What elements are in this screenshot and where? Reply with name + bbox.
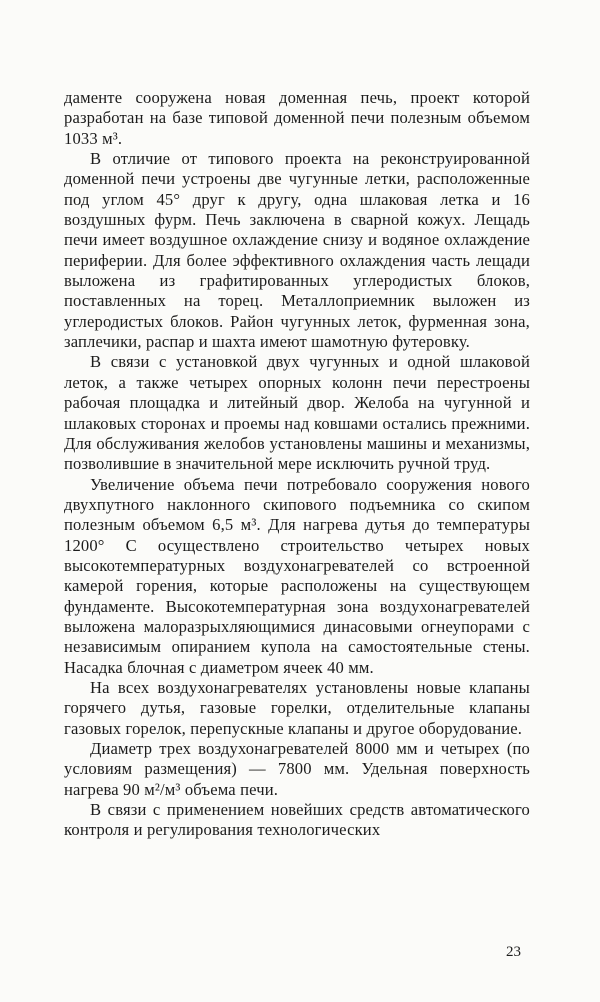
page-number: 23 xyxy=(506,944,521,960)
body-text xyxy=(64,88,530,841)
paragraph-3: В связи с установкой двух чугунных и одной шлаковой леток, а также четырех опорных колонн печи перестроены рабочая площадка и литейный двор. Желоба на чугунной и шлаковых сторонах и проемы над ковшами остались прежними. Для обслуживания желобов установлены машины и механизмы, позволившие в значительной мере исключить ручной труд. xyxy=(64,352,530,474)
paragraph-6: Диаметр трех воздухонагревателей 8000 мм и четырех (по условиям размещения) — 7800 мм. Удельная поверхность нагрева 90 м²/м³ объема печи. xyxy=(64,739,530,799)
paragraph-4: Увеличение объема печи потребовало сооружения нового двухпутного наклонного скипового подъемника со скипом полезным объемом 6,5 м³. Для нагрева дутья до температуры 1200° С осуществлено строительство четырех новых высокотемпературных воздухонагревателей со встроенной камерой горения, которые расположены на существующем фундаменте. Высокотемпературная зона воздухонагревателей выложена малоразрыхляющимися динасовыми огнеупорами с независимым опиранием купола на самостоятельные стены. Насадка блочная с диаметром ячеек 40 мм. xyxy=(64,474,530,677)
paragraph-1: даменте сооружена новая доменная печь, проект которой разработан на базе типовой доменной печи полезным объемом 1033 м³. xyxy=(64,88,530,148)
paragraph-5: На всех воздухонагревателях установлены новые клапаны горячего дутья, газовые горелки, отделительные клапаны газовых горелок, перепускные клапаны и другое оборудование. xyxy=(64,677,530,738)
paragraph-2: В отличие от типового проекта на реконструированной доменной печи устроены две чугунные летки, расположенные под углом 45° друг к другу, одна шлаковая летка и 16 воздушных фурм. Печь заключена в сварной кожух. Лещадь печи имеет воздушное охлаждение снизу и водяное охлаждение периферии. Для более эффективного охлаждения часть лещади выложена из графитированных углеродистых блоков, поставленных на торец. Металлоприемник выложен из углеродистых блоков. Район чугунных леток, фурменная зона, заплечики, распар и шахта имеют шамотную футеровку. xyxy=(64,149,530,352)
paragraph-7: В связи с применением новейших средств автоматического контроля и регулирования технологических xyxy=(64,800,530,840)
